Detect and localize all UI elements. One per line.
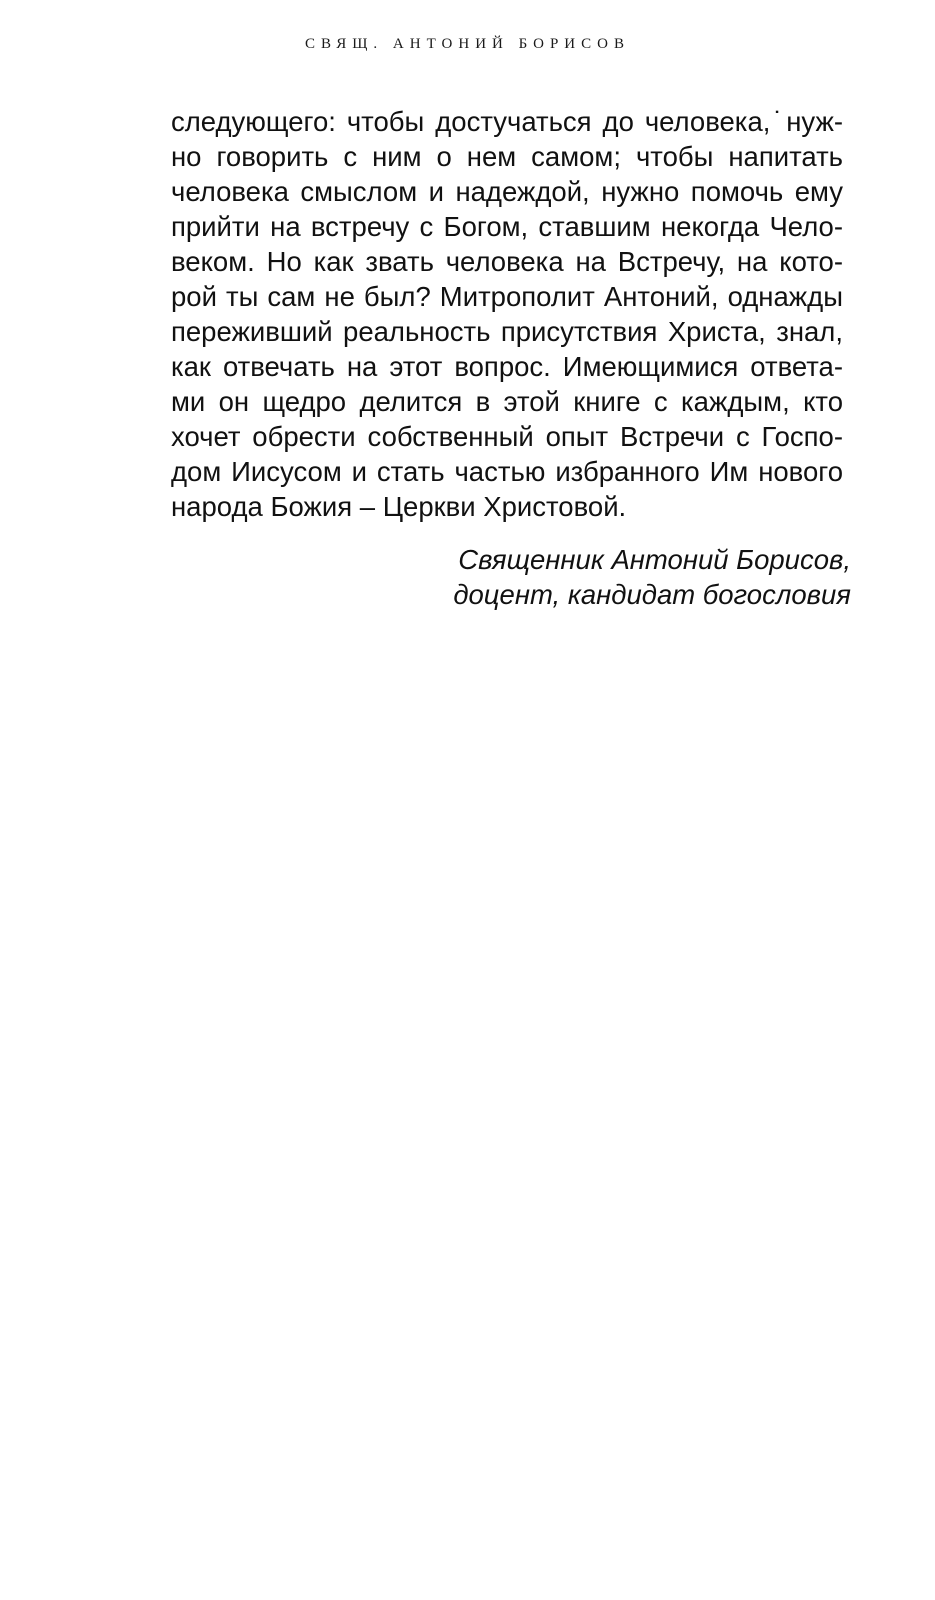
paragraph-line: народа Божия – Церкви Христовой. [171,491,627,522]
paragraph-line: хочет обрести собственный опыт Встречи с Госпо- [171,421,843,452]
signature-block [171,542,851,612]
running-head: СВЯЩ. АНТОНИЙ БОРИСОВ [305,36,630,52]
signature-name: Священник Антоний Борисов, [458,544,851,575]
paragraph-line: ми он щедро делится в этой книге с каждым, кто [171,386,843,417]
paragraph-line: веком. Но как звать человека на Встречу, на кото- [171,246,843,277]
paragraph-line: переживший реальность присутствия Христа, знал, [171,316,843,347]
paragraph-line: человека смыслом и надеждой, нужно помочь ему [171,176,843,207]
paragraph-line: рой ты сам не был? Митрополит Антоний, однажды [171,281,843,312]
paragraph-line: следующего: чтобы достучаться до человека,˙нуж- [171,106,843,137]
paragraph-line: прийти на встречу с Богом, ставшим некогда Чело- [171,211,843,242]
paragraph-line: но говорить с ним о нем самом; чтобы напитать [171,141,843,172]
body-paragraph [171,104,843,524]
paragraph-line: дом Иисусом и стать частью избранного Им нового [171,456,843,487]
signature-title: доцент, кандидат богословия [453,579,851,610]
paragraph-line: как отвечать на этот вопрос. Имеющимися ответа- [171,351,843,382]
